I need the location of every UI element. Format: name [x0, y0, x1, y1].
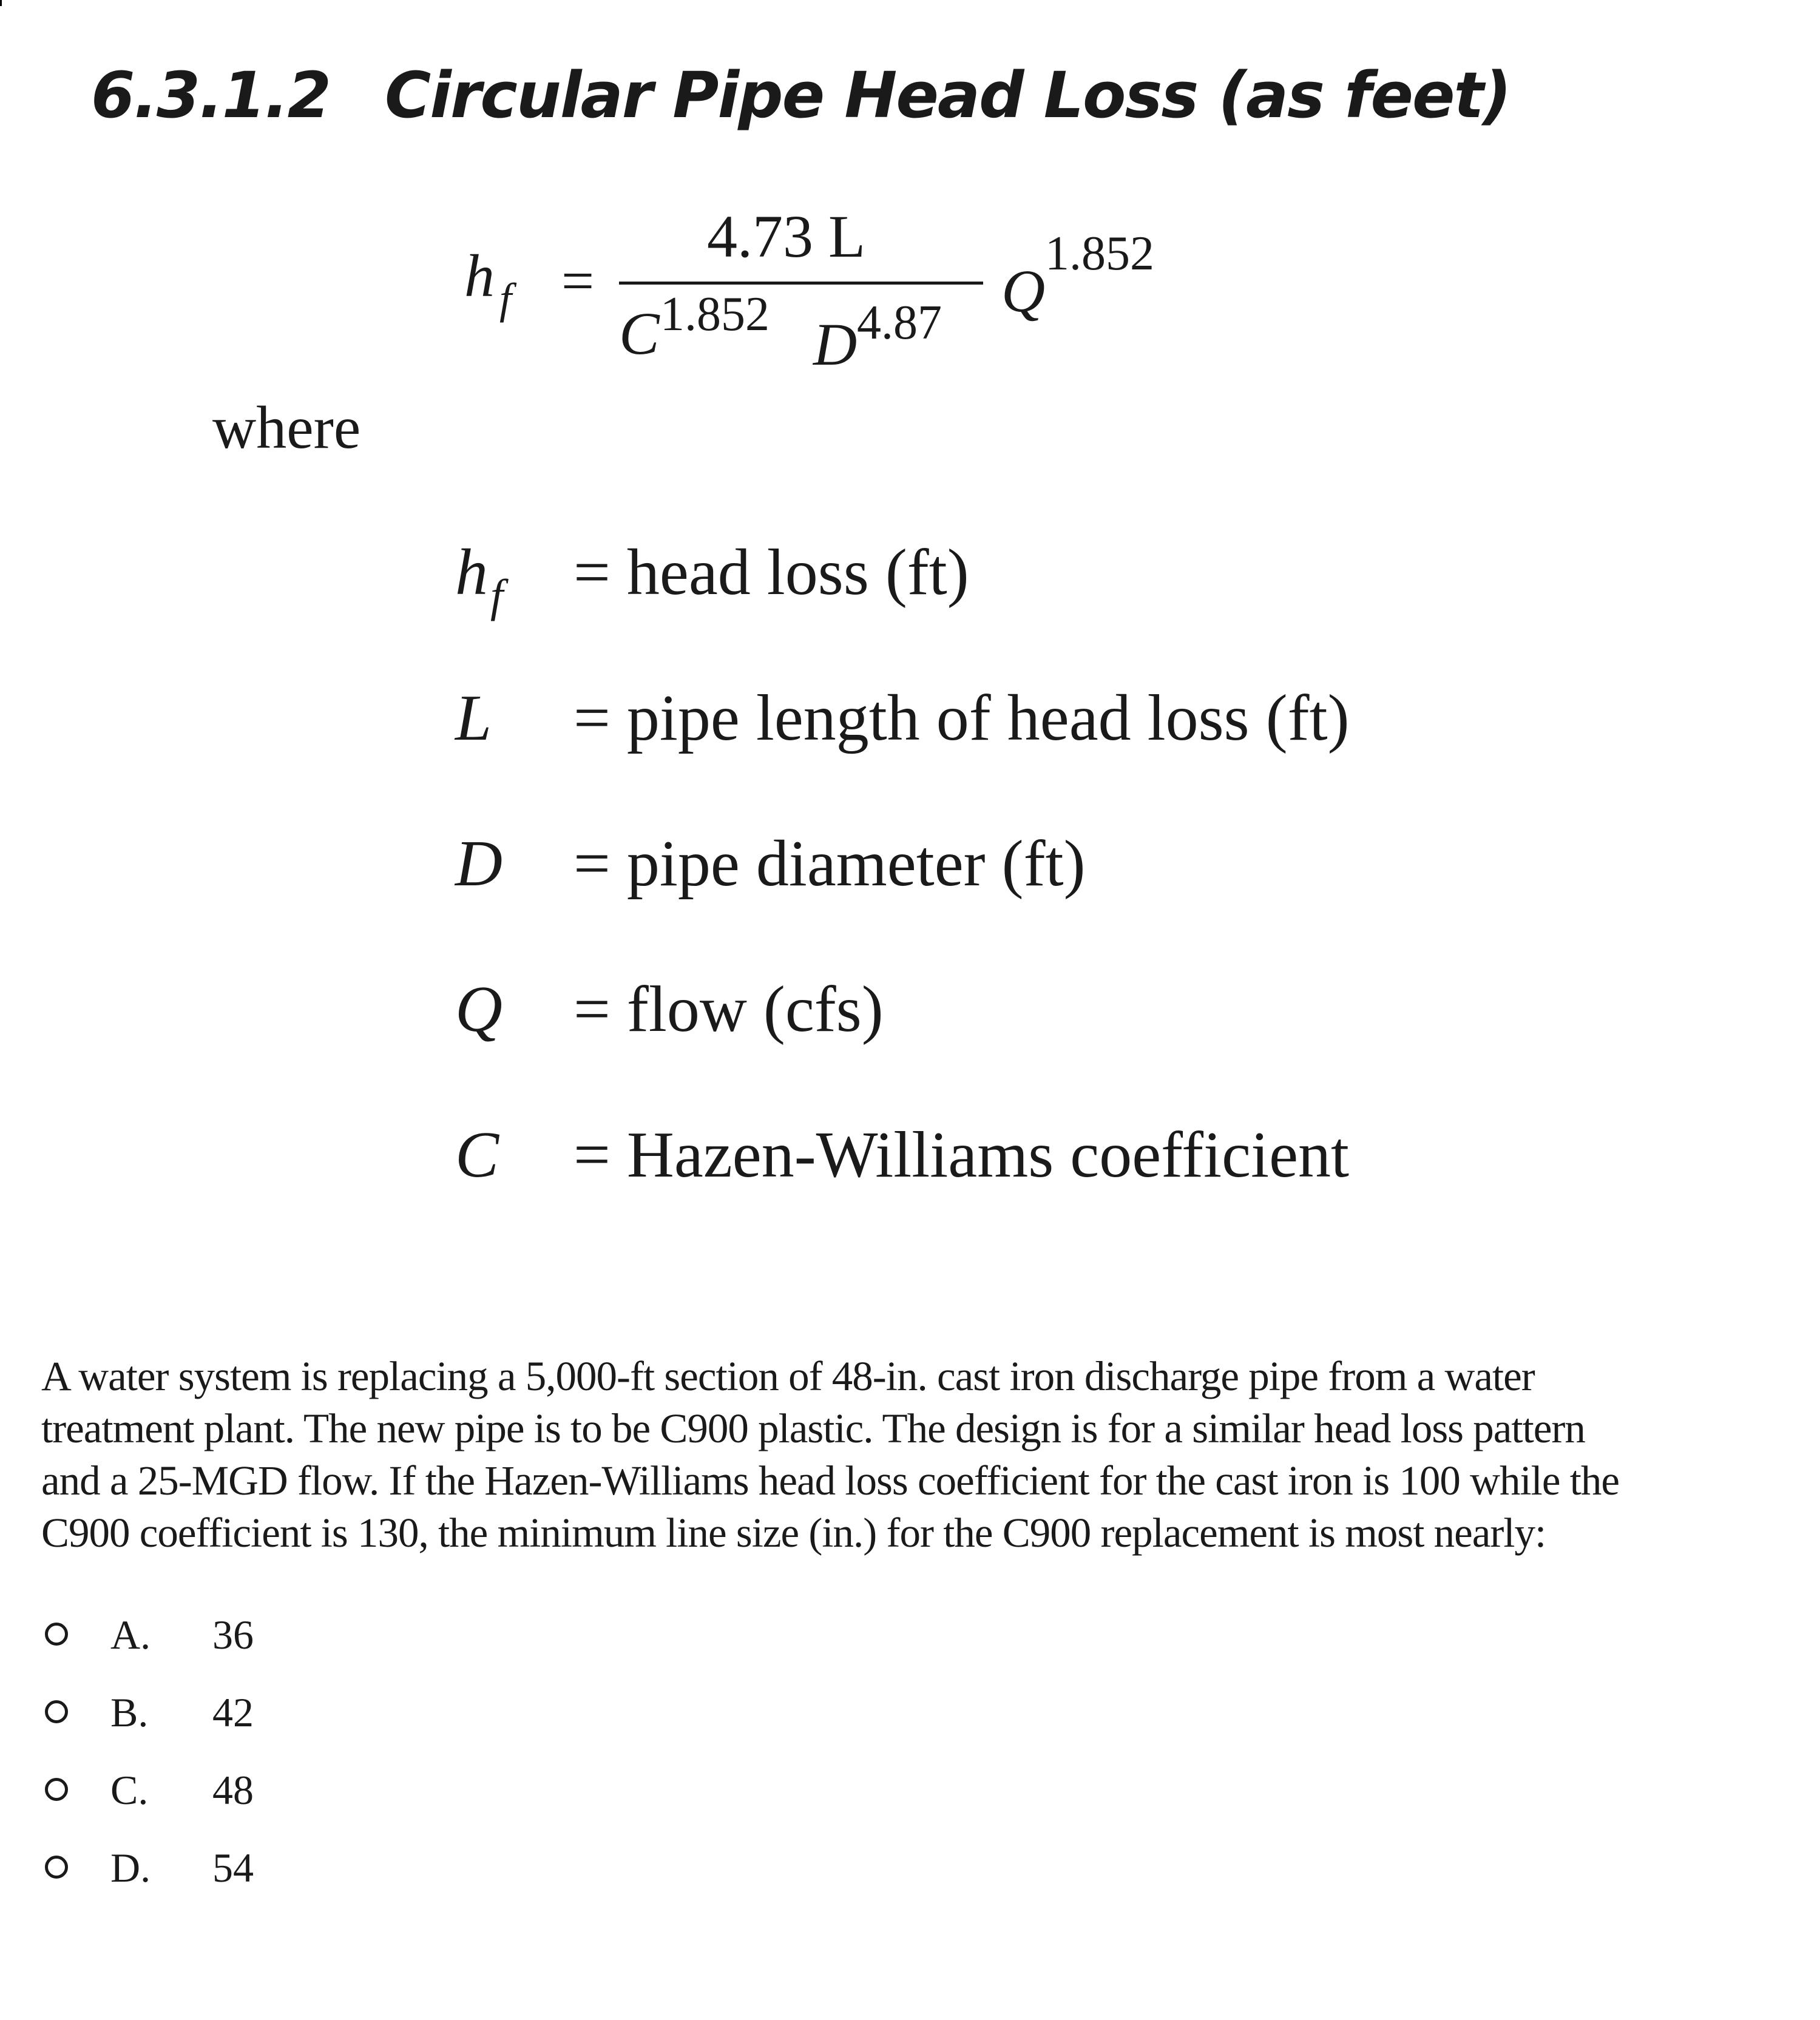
equation-q-symbol: Q	[1001, 257, 1046, 325]
definition-symbol: Q	[455, 973, 502, 1045]
option-letter: C.	[110, 1767, 149, 1813]
equation-equals-sign: =	[561, 248, 595, 313]
option-letter: A.	[110, 1612, 151, 1658]
fraction-bar	[619, 282, 983, 285]
equation-lhs	[464, 242, 512, 323]
definition-description: = Hazen-Williams coefficient	[573, 1119, 1350, 1191]
definition-description: = head loss (ft)	[573, 536, 969, 609]
option-value: 36	[212, 1612, 254, 1658]
equation-numerator	[707, 203, 866, 270]
question-text	[41, 1350, 1801, 1559]
where-label: where	[212, 394, 361, 461]
definition-symbol: L	[455, 682, 492, 754]
denominator-d-exponent: 4.87	[857, 296, 942, 350]
definition-row-c	[455, 1119, 1487, 1268]
definition-row-q	[455, 973, 1487, 1123]
section-number: 6.3.1.2	[91, 58, 330, 132]
definition-row-d	[455, 828, 1487, 977]
definition-description: = pipe length of head loss (ft)	[573, 682, 1350, 754]
section-heading	[91, 58, 1510, 132]
definition-symbol: C	[455, 1119, 499, 1191]
equation-denominator	[619, 288, 983, 378]
definition-symbol	[455, 536, 504, 621]
section-title: Circular Pipe Head Loss (as feet)	[384, 58, 1510, 132]
denominator-c-exponent: 1.852	[660, 288, 770, 341]
radio-button-icon[interactable]	[45, 1623, 68, 1646]
equation-q-exponent: 1.852	[1045, 227, 1154, 280]
option-value: 54	[212, 1845, 254, 1891]
radio-button-icon[interactable]	[45, 1856, 68, 1879]
page-corner-mark	[0, 0, 2, 6]
denominator-c: C	[619, 300, 660, 367]
question-line: and a 25-MGD flow. If the Hazen-Williams head loss coefficient for the cast iron is 100 while the	[41, 1458, 1619, 1504]
definition-row-hf	[455, 536, 1487, 686]
question-line: C900 coefficient is 130, the minimum line size (in.) for the C900 replacement is most nearly:	[41, 1510, 1546, 1556]
equation-numerator-text: 4.73 L	[707, 203, 866, 270]
option-value: 42	[212, 1689, 254, 1735]
definition-symbol-base: h	[455, 536, 488, 609]
definition-row-l	[455, 682, 1487, 831]
option-letter: D.	[110, 1845, 151, 1891]
variable-definitions	[455, 536, 1487, 1268]
option-letter: B.	[110, 1689, 149, 1735]
question-line: A water system is replacing a 5,000-ft section of 48-in. cast iron discharge pipe from a water	[41, 1353, 1535, 1399]
equation-lhs-subscript: f	[499, 274, 512, 323]
definition-description: = flow (cfs)	[573, 973, 884, 1045]
option-value: 48	[212, 1767, 254, 1813]
equation-lhs-symbol: h	[464, 242, 495, 309]
definition-symbol: D	[455, 828, 502, 900]
radio-button-icon[interactable]	[45, 1778, 68, 1801]
radio-button-icon[interactable]	[45, 1700, 68, 1723]
question-line: treatment plant. The new pipe is to be C900 plastic. The design is for a similar head loss pattern	[41, 1405, 1585, 1451]
definition-symbol-subscript: f	[490, 570, 504, 621]
denominator-d: D	[813, 311, 858, 378]
definition-description: = pipe diameter (ft)	[573, 828, 1086, 900]
